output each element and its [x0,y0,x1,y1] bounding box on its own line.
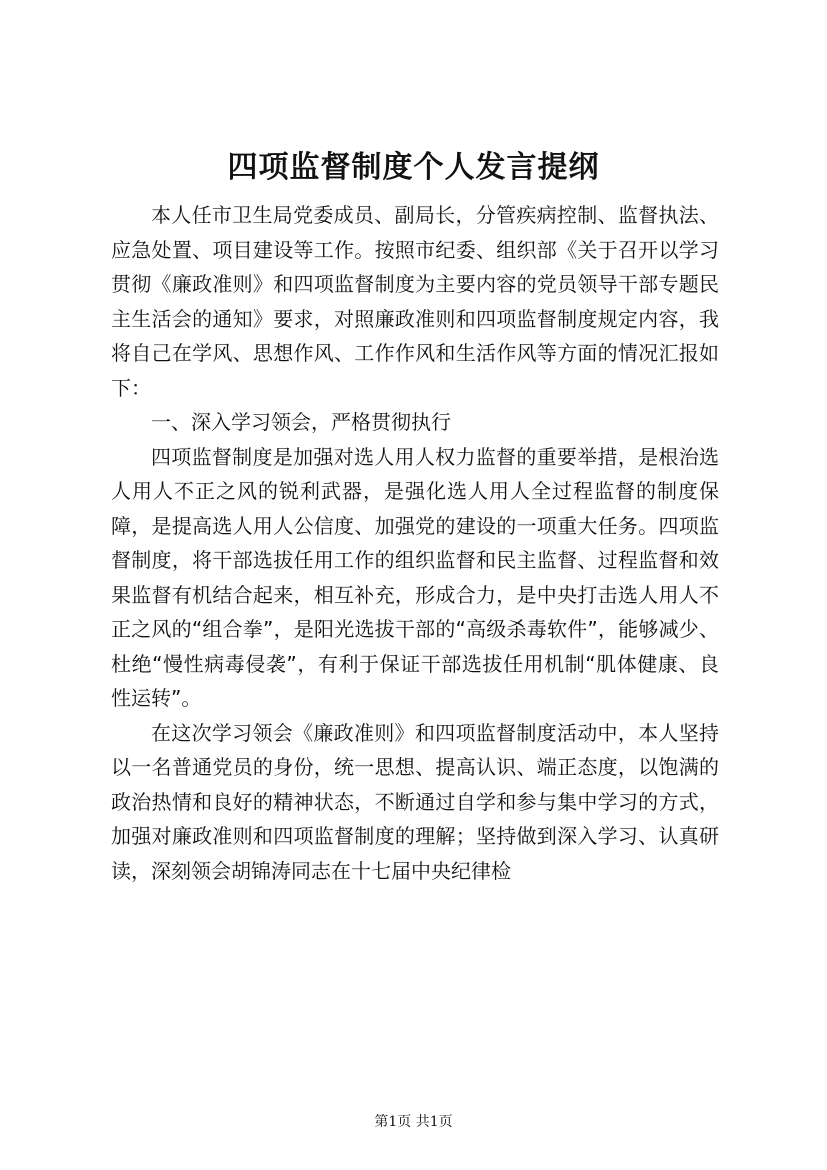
document-title: 四项监督制度个人发言提纲 [227,150,600,185]
paragraph-intro: 本人任市卫生局党委成员、副局长，分管疾病控制、监督执法、应急处置、项目建设等工作。按照市纪委、组织部《关于召开以学习贯彻《廉政准则》和四项监督制度为主要内容的党员领导干部专题民主生活会的通知》要求，对照廉政准则和四项监督制度规定内容，我将自己在学风、思想作风、工作作风和生活作风等方面的情况汇报如下： [111,203,719,400]
section-heading-1: 一、深入学习领会，严格贯彻执行 [151,410,451,434]
paragraph-study-activity: 在这次学习领会《廉政准则》和四项监督制度活动中，本人坚持以一名普通党员的身份，统一思想、提高认识、端正态度，以饱满的政治热情和良好的精神状态，不断通过自学和参与集中学习的方式，加强对廉政准则和四项监督制度的理解；坚持做到深入学习、认真研读，深刻领会胡锦涛同志在十七届中央纪律检 [111,720,719,883]
page-footer: 第1页 共1页 [374,1114,453,1130]
document-body [111,198,719,888]
paragraph-supervision-system: 四项监督制度是加强对选人用人权力监督的重要举措，是根治选人用人不正之风的锐利武器，是强化选人用人全过程监督的制度保障，是提高选人用人公信度、加强党的建设的一项重大任务。四项监督制度，将干部选拔任用工作的组织监督和民主监督、过程监督和效果监督有机结合起来，相互补充，形成合力，是中央打击选人用人不正之风的“组合拳”，是阳光选拔干部的“高级杀毒软件”，能够减少、杜绝“慢性病毒侵袭”，有利于保证干部选拔任用机制“肌体健康、良性运转”。 [111,444,719,710]
